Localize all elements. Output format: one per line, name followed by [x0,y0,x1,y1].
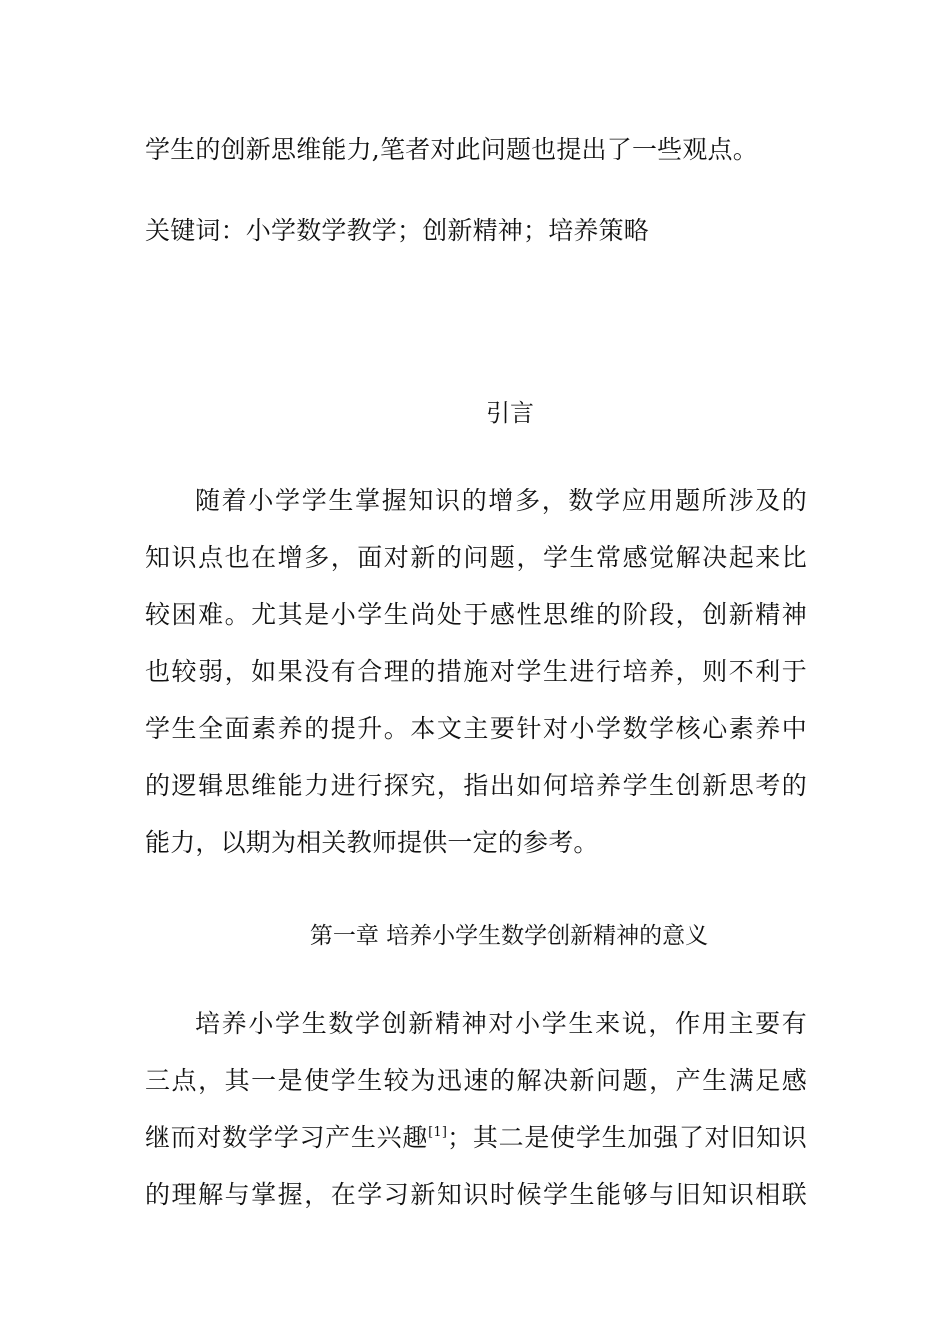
intro-line-4: 也较弱，如果没有合理的措施对学生进行培养，则不利于 [145,657,807,686]
intro-line-3: 较困难。尤其是小学生尚处于感性思维的阶段，创新精神 [145,600,807,629]
intro-heading: 引言 [486,399,534,427]
chapter-1-line-3 [145,1122,807,1154]
keywords-line: 关键词：小学数学教学；创新精神；培养策略 [145,216,650,245]
intro-line-1: 随着小学学生掌握知识的增多，数学应用题所涉及的 [195,486,807,515]
chapter-1-line-1: 培养小学生数学创新精神对小学生来说，作用主要有 [195,1009,807,1038]
chapter-1-line-3-text-a: 继而对数学学习产生兴趣 [145,1123,429,1152]
abstract-last-line: 学生的创新思维能力,笔者对此问题也提出了一些观点。 [145,135,758,164]
chapter-1-line-3-text-b: ；其二是使学生加强了对旧知识 [447,1123,807,1152]
citation-marker: [1] [428,1125,448,1140]
intro-line-6: 的逻辑思维能力进行探究，指出如何培养学生创新思考的 [145,771,807,800]
chapter-1-line-4: 的理解与掌握，在学习新知识时候学生能够与旧知识相联 [145,1180,807,1209]
intro-line-5: 学生全面素养的提升。本文主要针对小学数学核心素养中 [145,714,807,743]
chapter-1-line-2: 三点，其一是使学生较为迅速的解决新问题，产生满足感 [145,1066,807,1095]
intro-line-2: 知识点也在增多，面对新的问题，学生常感觉解决起来比 [145,543,807,572]
intro-line-7: 能力，以期为相关教师提供一定的参考。 [145,828,599,857]
chapter-1-heading: 第一章 培养小学生数学创新精神的意义 [309,923,709,949]
